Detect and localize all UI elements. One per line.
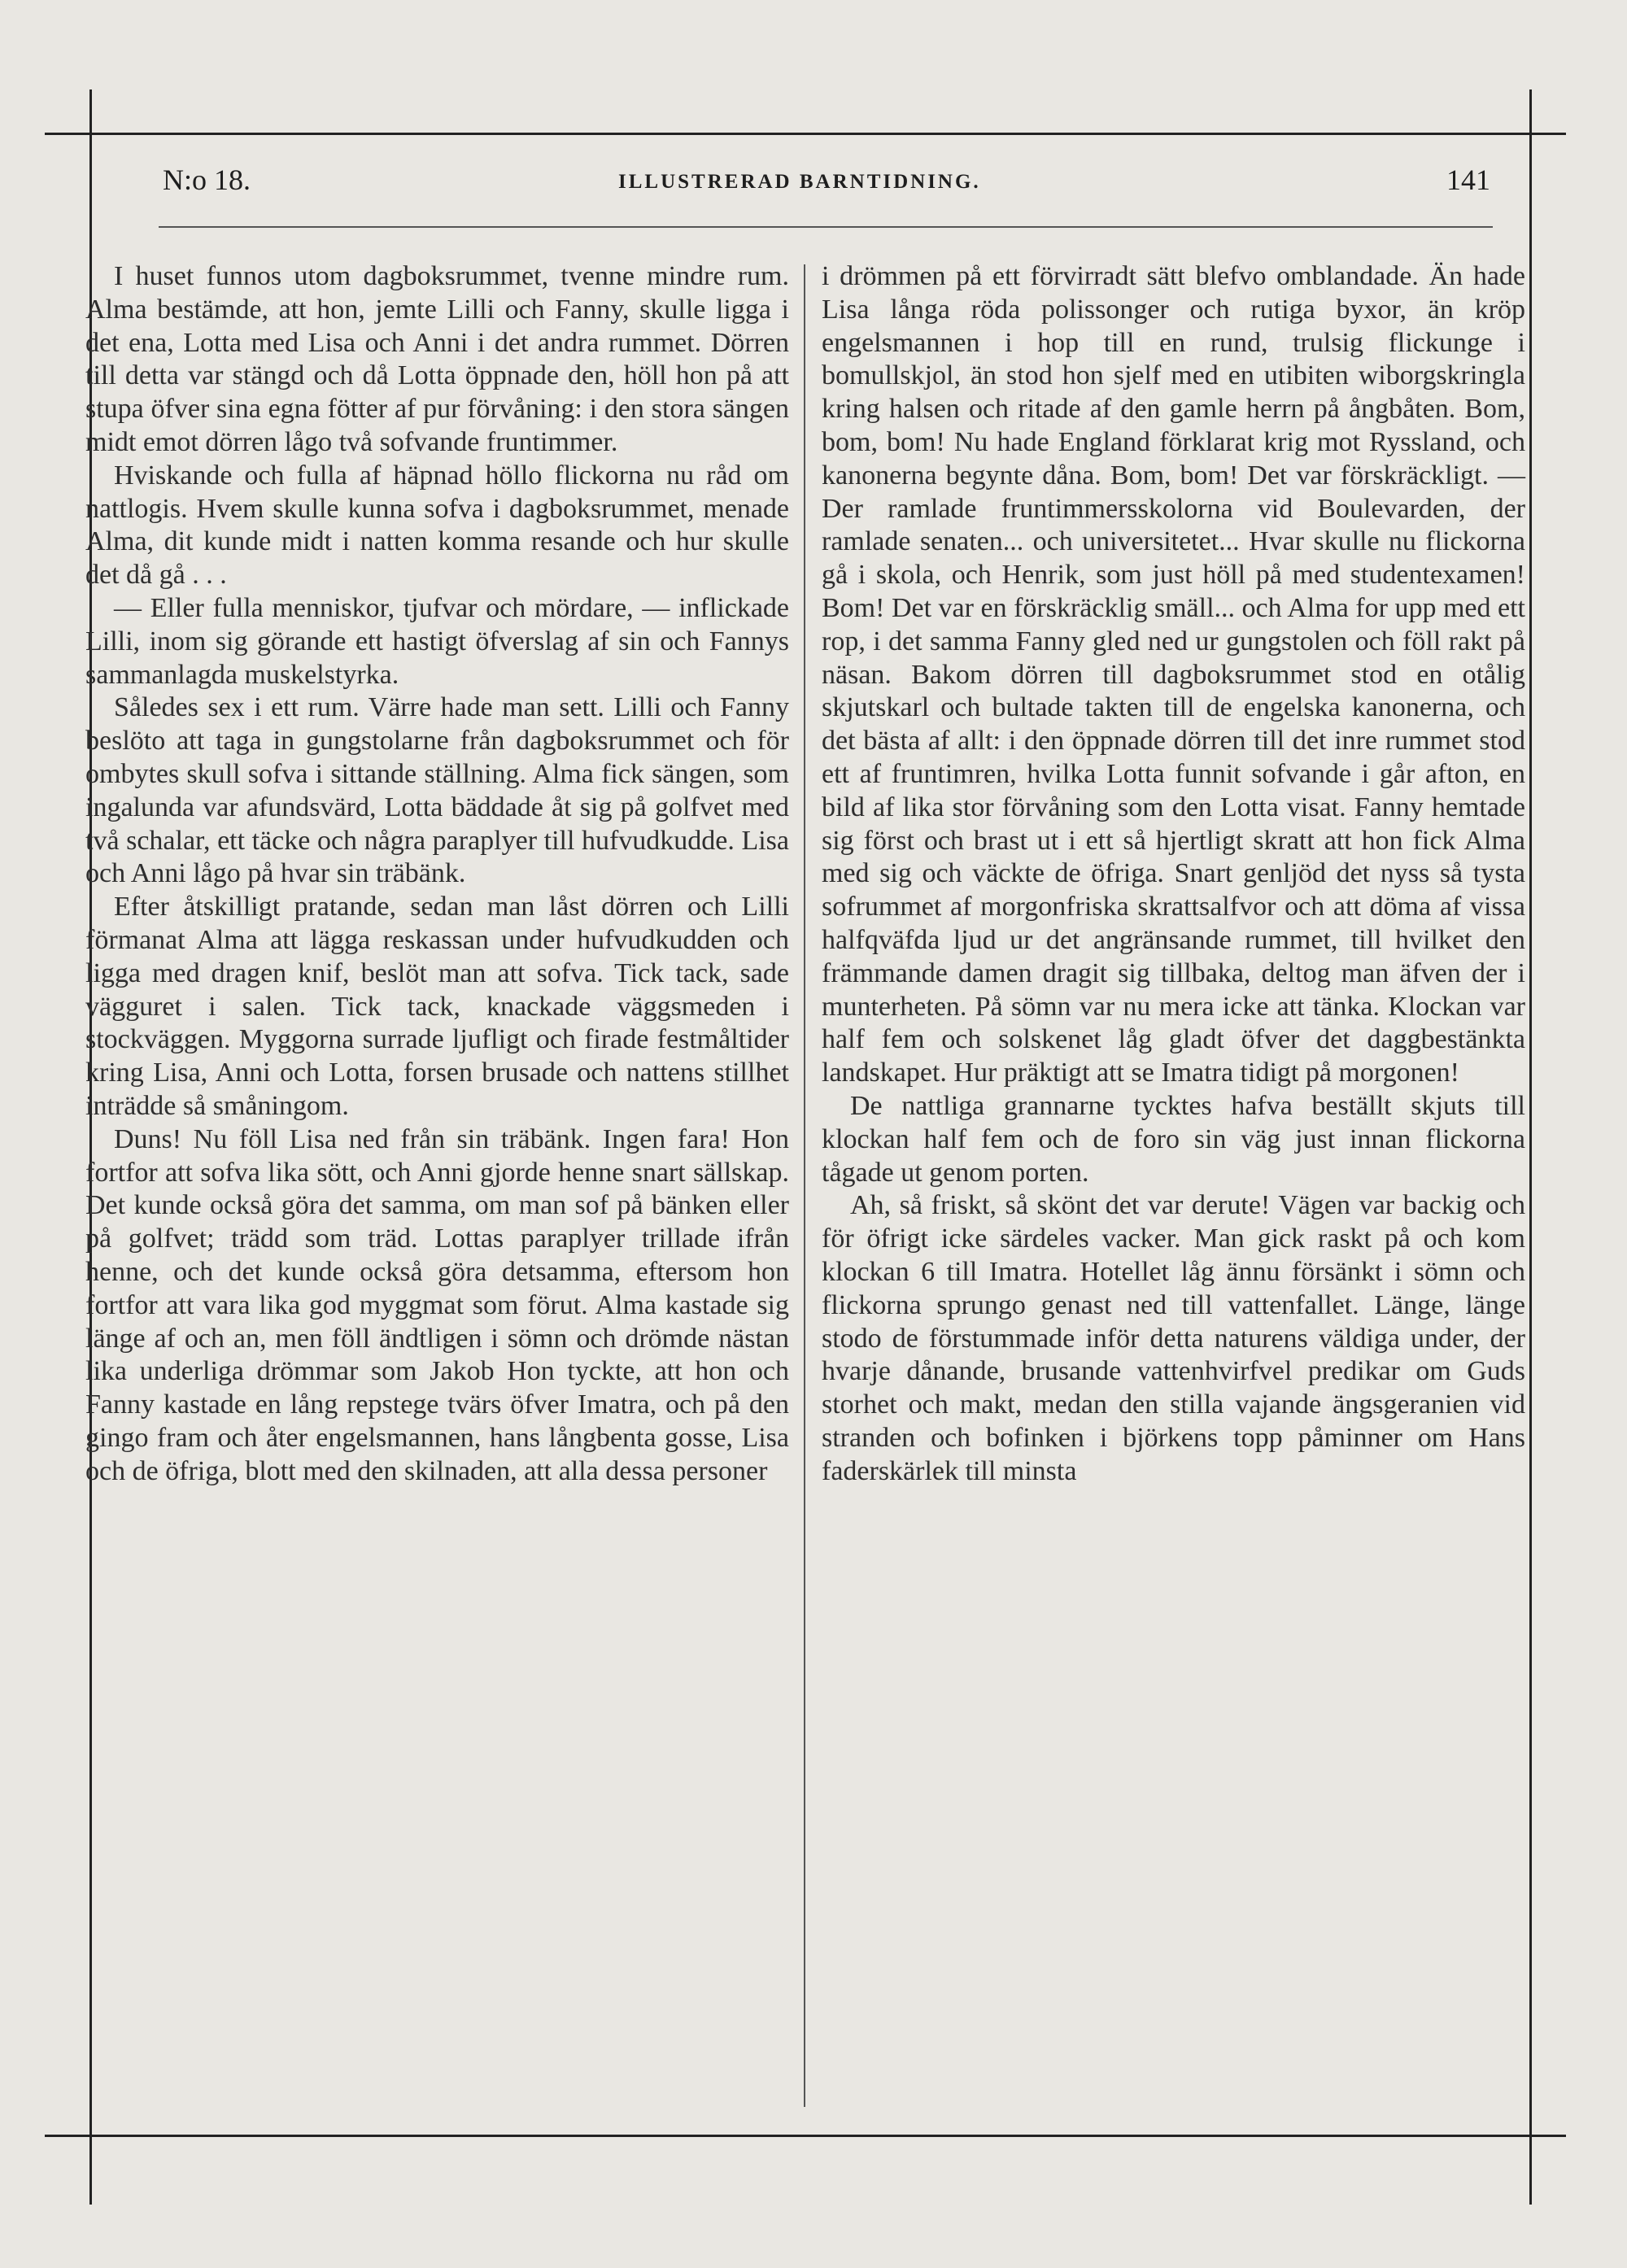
right-column bbox=[822, 260, 1525, 1488]
paragraph: Efter åtskilligt pratande, sedan man låst dörren och Lilli förmanat Alma att lägga reskassan under hufvudkudden och ligga med dragen knif, beslöt man att sofva. Tick tack, sade vägguret i salen. Tick tack, knackade väggsmeden i stockväggen. Myggorna surrade ljufligt och firade festmåltider kring Lisa, Anni och Lotta, forsen brusade och nattens stillhet inträdde så småningom. bbox=[85, 892, 789, 1121]
paragraph: Hviskande och fulla af häpnad höllo flickorna nu råd om nattlogis. Hvem skulle kunna sofva i dagboksrummet, menade Alma, dit kunde midt i natten komma resande och hur skulle det då gå . . . bbox=[85, 460, 789, 591]
paragraph: i drömmen på ett förvirradt sätt blefvo omblandade. Än hade Lisa långa röda polissonger och rutiga byxor, än kröp engelsmannen i hop till en rund, trulsig flickunge i bomullskjol, än stod hon sjelf med en utibiten wiborgskringla kring halsen och ritade af den gamle herrn på ångbåten. Bom, bom, bom! Nu hade England förklarat krig mot Ryssland, och kanonerna begynte dåna. Bom, bom! Det var förskräckligt. — Der ramlade fruntimmersskolorna vid Boulevarden, der ramlade senaten... och universitetet... Hvar skulle nu flickorna gå i skola, och Henrik, som just höll på med studentexamen! Bom! Det var en förskräcklig smäll... och Alma for upp med ett rop, i det samma Fanny gled ned ur gungstolen och föll rakt på näsan. Bakom dörren till dagboksrummet stod en otålig skjutskarl och bultade takten till de engelska kanonerna, och det bästa af allt: i den öppnade dörren till det inre rummet stod ett af fruntimren, hvilka Lotta funnit sofvande i går afton, en bild af lika stor förvåning som den Lotta visat. Fanny hemtade sig först och brast ut i ett så hjertligt skratt att hon fick Alma med sig och väckte de öfriga. Snart genljöd det nyss så tysta sofrummet af morgonfriska skrattsalfvor och att döma af vissa halfqväfda ljud ur det angränsande rummet, till hvilket den främmande damen dragit sig tillbaka, deltog man äfven der i munterheten. På sömn var nu mera icke att tänka. Klockan var half fem och solskenet låg gladt öfver det daggbestänkta landskapet. Hur präktigt att se Imatra tidigt på morgonen! bbox=[822, 261, 1525, 1088]
column-divider bbox=[804, 264, 805, 2107]
paragraph: Således sex i ett rum. Värre hade man sett. Lilli och Fanny beslöto att taga in gungstolarne från dagboksrummet och för ombytes skull sofva i sittande ställning. Alma fick sängen, som ingalunda var afundsvärd, Lotta bäddade åt sig på golfvet med två schalar, ett täcke och några paraplyer till hufvudkudde. Lisa och Anni lågo på hvar sin träbänk. bbox=[85, 692, 789, 889]
paragraph: Ah, så friskt, så skönt det var derute! Vägen var backig och för öfrigt icke särdeles vacker. Man gick raskt på och kom klockan 6 till Imatra. Hotellet låg ännu försänkt i sömn och flickorna sprungo genast ned till vattenfallet. Länge, länge stodo de förstummade inför detta naturens väldiga under, der hvarje dånande, brusande vattenhvirfvel predikar om Guds storhet och makt, medan den stilla vajande ängsgeranien vid stranden och bofinken i björkens topp påminner om Hans faderskärlek till minsta bbox=[822, 1190, 1525, 1486]
paragraph: De nattliga grannarne tycktes hafva beställt skjuts till klockan half fem och de foro sin väg just innan flickorna tågade ut genom porten. bbox=[822, 1090, 1525, 1188]
page-header bbox=[163, 163, 1497, 212]
bottom-rule bbox=[45, 2135, 1566, 2137]
left-column bbox=[85, 260, 789, 1488]
paragraph: — Eller fulla menniskor, tjufvar och mördare, — inflickade Lilli, inom sig görande ett hastigt öfverslag af sin och Fannys sammanlagda muskelstyrka. bbox=[85, 592, 789, 690]
masthead-title: ILLUSTRERAD BARNTIDNING. bbox=[618, 171, 981, 193]
top-rule bbox=[45, 133, 1566, 135]
right-frame-rule bbox=[1529, 89, 1532, 2205]
header-rule bbox=[159, 226, 1493, 228]
issue-number: N:o 18. bbox=[163, 164, 251, 196]
paragraph: Duns! Nu föll Lisa ned från sin träbänk. Ingen fara! Hon fortfor att sofva lika sött, och Anni gjorde henne snart sällskap. Det kunde också göra det samma, om man sof på bänken eller på golfvet; trädd som träd. Lottas paraplyer trillade ifrån henne, och det kunde också göra detsamma, eftersom hon fortfor att vara lika god myggmat som förut. Alma kastade sig länge af och an, men föll ändtligen i sömn och drömde nästan lika underliga drömmar som Jakob Hon tyckte, att hon och Fanny kastade en lång repstege tvärs öfver Imatra, och på den gingo fram och åter engelsmannen, hans långbenta gosse, Lisa och de öfriga, blott med den skilnaden, att alla dessa personer bbox=[85, 1123, 789, 1486]
page-number: 141 bbox=[1446, 164, 1490, 196]
paragraph: I huset funnos utom dagboksrummet, tvenne mindre rum. Alma bestämde, att hon, jemte Lilli och Fanny, skulle ligga i det ena, Lotta med Lisa och Anni i det andra rummet. Dörren till detta var stängd och då Lotta öppnade den, höll hon på att stupa öfver sina egna fötter af pur förvåning: i den stora sängen midt emot dörren lågo två sofvande fruntimmer. bbox=[85, 261, 789, 457]
